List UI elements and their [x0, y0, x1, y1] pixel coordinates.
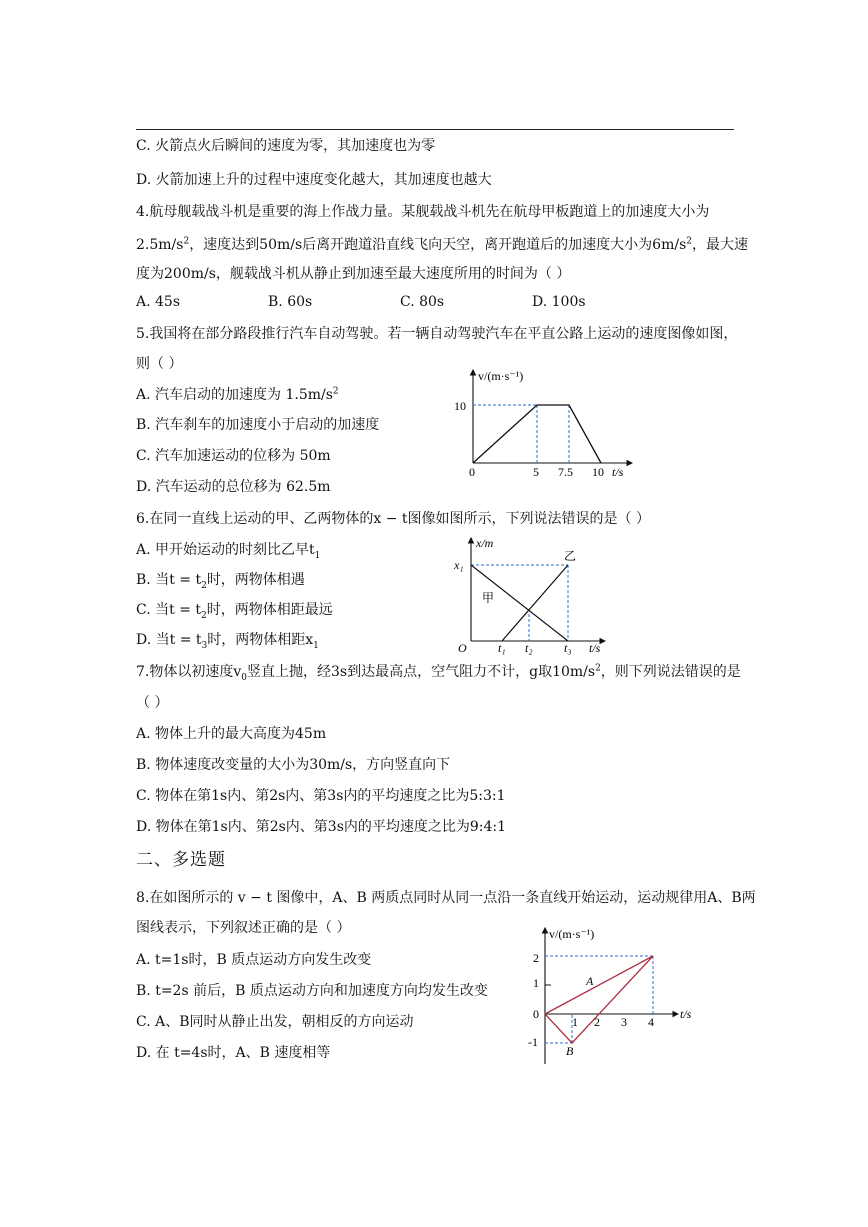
q4-option-b: B. 60s: [268, 294, 313, 310]
q5-x-label: t/s: [612, 465, 624, 479]
q7-stem-line1: 7.物体以初速度$v_0$竖直上抛，经3s到达最高点，空气阻力不计，g取$10m/s^2$，则下列说法错误的是: [136, 663, 741, 683]
q6-t3-label: t₃: [564, 641, 572, 655]
q5-x-tick-7-5: 7.5: [558, 465, 573, 479]
q5-option-c: C. 汽车加速运动的位移为 50m: [136, 448, 331, 464]
q7-option-a: A. 物体上升的最大高度为45m: [136, 726, 327, 742]
q5-stem-line1: 5.我国将在部分路段推行汽车自动驾驶。若一辆自动驾驶汽车在平直公路上运动的速度图像如图，: [136, 326, 738, 342]
q6-option-a: A. 甲开始运动的时刻比乙早$t_1$: [136, 542, 321, 561]
q8-option-b: B. t=2s 前后，B 质点运动方向和加速度方向均发生改变: [136, 983, 488, 999]
header-rule: [136, 129, 734, 130]
q7-option-c: C. 物体在第1s内、第2s内、第3s内的平均速度之比为5:3:1: [136, 788, 506, 804]
q4-stem-line1: 4.航母舰载战斗机是重要的海上作战力量。某舰载战斗机先在航母甲板跑道上的加速度大小为: [136, 204, 710, 220]
q5-x-tick-10: 10: [592, 465, 604, 479]
q5-y-tick-10: 10: [454, 399, 466, 413]
q6-option-b: B. 当$t = t_2$时，两物体相遇: [136, 572, 305, 591]
q8-x-tick-3: 3: [621, 1015, 627, 1029]
q8-series-b: [545, 956, 653, 1043]
q4-option-d: D. 100s: [532, 294, 586, 310]
q8-x-label: t/s: [680, 1007, 692, 1021]
q7-option-b: B. 物体速度改变量的大小为30m/s，方向竖直向下: [136, 757, 451, 773]
q6-x1-label: x₁: [454, 558, 464, 572]
q6-stem: 6.在同一直线上运动的甲、乙两物体的x − t图像如图所示，下列说法错误的是（ ）: [136, 511, 650, 527]
q3-option-d: D. 火箭加速上升的过程中速度变化越大，其加速度也越大: [136, 172, 492, 188]
q8-series-a: [545, 956, 653, 1014]
q5-origin-label: 0: [469, 465, 475, 479]
q5-option-a: A. 汽车启动的加速度为 $1.5m/s^2$: [136, 386, 339, 403]
q5-option-b: B. 汽车刹车的加速度小于启动的加速度: [136, 417, 380, 433]
q8-y-label: v/(m·s⁻¹): [549, 927, 595, 941]
q8-vt-graph: [500, 924, 710, 1070]
q8-stem-line2: 图线表示，下列叙述正确的是（ ）: [136, 920, 351, 936]
q6-option-d: D. 当$t = t_3$时，两物体相距$x_1$: [136, 632, 319, 651]
q6-label-jia: 甲: [482, 591, 495, 605]
q8-y-tick-2: 2: [533, 951, 539, 965]
q6-t1-label: t₁: [498, 641, 506, 655]
q8-y-tick-1: 1: [533, 976, 539, 990]
q6-x-label: t/s: [589, 641, 601, 655]
q8-x-tick-1: 1: [572, 1015, 578, 1029]
q8-x-tick-4: 4: [648, 1015, 654, 1029]
q6-line-yi: [502, 565, 568, 641]
q7-option-d: D. 物体在第1s内、第2s内、第3s内的平均速度之比为9:4:1: [136, 819, 507, 835]
q6-label-yi: 乙: [564, 549, 577, 563]
q4-stem-line3: 度为200m/s，舰载战斗机从静止到加速至最大速度所用的时间为（ ）: [136, 266, 571, 282]
q4-option-a: A. 45s: [136, 294, 181, 310]
q8-x-tick-2: 2: [594, 1015, 600, 1029]
q7-stem-line2: （ ）: [136, 695, 169, 711]
q6-t2-label: t₂: [525, 641, 533, 655]
q8-option-a: A. t=1s时，B 质点运动方向发生改变: [136, 952, 372, 968]
q8-y-tick-0: 0: [533, 1007, 539, 1021]
q8-label-a: A: [586, 974, 594, 988]
q3-option-c: C. 火箭点火后瞬间的速度为零，其加速度也为零: [136, 138, 436, 154]
q8-stem-line1: 8.在如图所示的 v − t 图像中，A、B 两质点同时从同一点沿一条直线开始运动，运动规律用A、B两: [136, 890, 756, 906]
q5-y-label: v/(m·s⁻¹): [478, 369, 524, 383]
q5-stem-line2: 则（ ）: [136, 356, 183, 372]
q8-option-d: D. 在 t=4s时，A、B 速度相等: [136, 1045, 331, 1061]
q8-label-b: B: [566, 1044, 574, 1058]
q5-vt-graph: [440, 362, 650, 482]
q4-stem-line2: $2.5m/s^2$，速度达到50m/s后离开跑道沿直线飞向天空，离开跑道后的加速度大小为$6m/s^2$，最大速: [136, 236, 748, 253]
q4-options: [136, 292, 736, 312]
q4-option-c: C. 80s: [400, 294, 445, 310]
q5-option-d: D. 汽车运动的总位移为 62.5m: [136, 479, 331, 495]
q5-series-line: [473, 405, 601, 463]
q5-x-tick-5: 5: [533, 465, 539, 479]
q6-xt-graph: [445, 534, 620, 658]
q6-origin-label: O: [458, 641, 467, 655]
q8-y-tick-minus-1: -1: [528, 1035, 538, 1049]
q6-y-label: x/m: [476, 536, 494, 550]
q8-option-c: C. A、B同时从静止出发，朝相反的方向运动: [136, 1014, 414, 1030]
section-heading-multiple-choice: 二、多选题: [136, 850, 226, 870]
q6-option-c: C. 当$t = t_2$时，两物体相距最远: [136, 602, 333, 621]
